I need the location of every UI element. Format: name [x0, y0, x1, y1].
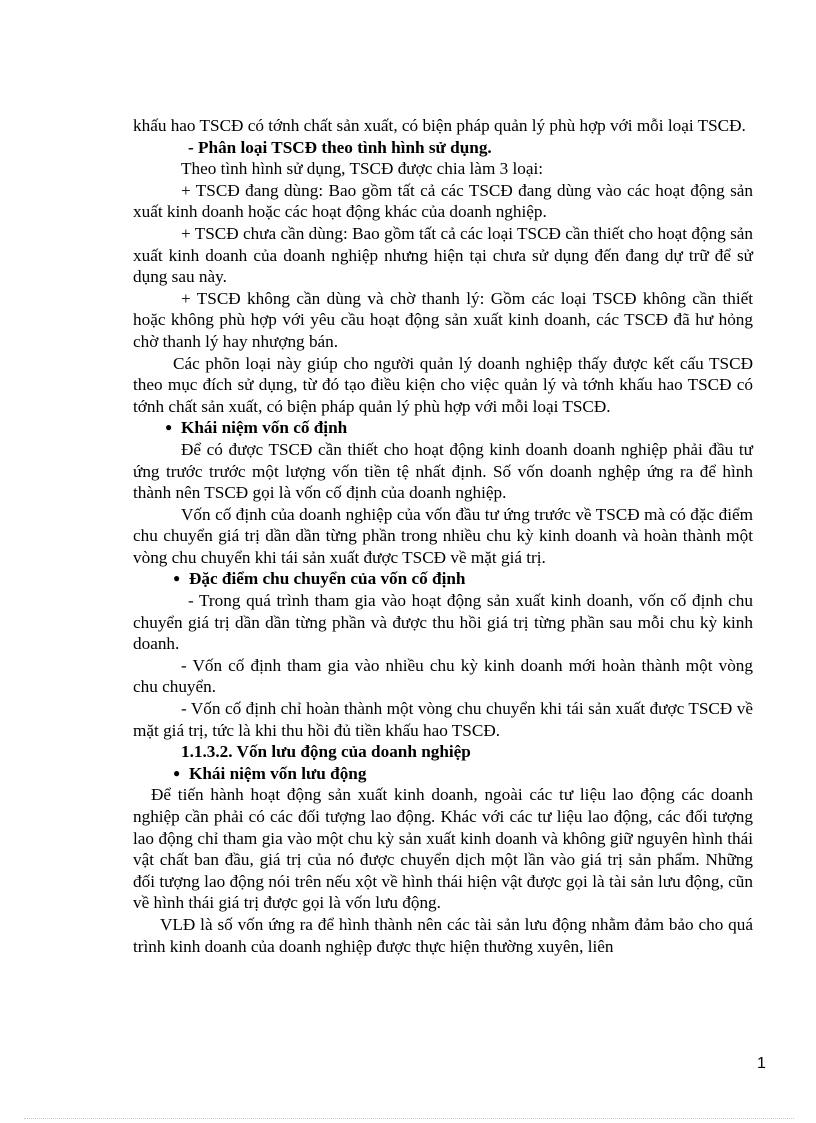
page-divider: [24, 1118, 794, 1119]
paragraph: Để có được TSCĐ cần thiết cho hoạt động kinh doanh doanh nghiệp phải đầu tư ứng trước trước một lượng vốn tiền tệ nhất định. Số vốn doanh nghệp ứng ra để hình thành nên TSCĐ gọi là vốn cố định của doanh nghiệp.: [133, 439, 753, 503]
bullet-icon: ●: [173, 571, 181, 586]
paragraph: Các phõn loại này giúp cho người quản lý doanh nghiệp thấy được kết cấu TSCĐ theo mục đích sử dụng, từ đó tạo điều kiện cho việc quản lý và tớnh khấu hao TSCĐ có tớnh chất sản xuất, có biện pháp quản lý phù hợp với mỗi loại TSCĐ.: [133, 353, 753, 416]
paragraph: + TSCĐ chưa cần dùng: Bao gồm tất cả các loại TSCĐ cần thiết cho hoạt động sản xuất kinh doanh của doanh nghiệp nhưng hiện tại chưa sử dụng đến đang dự trữ để sử dụng sau này.: [133, 223, 753, 287]
body-text: [133, 115, 753, 957]
paragraph: VLĐ là số vốn ứng ra để hình thành nên các tài sản lưu động nhằm đảm bảo cho quá trình kinh doanh của doanh nghiệp được thực hiện thường xuyên, liên: [133, 914, 753, 956]
paragraph: Vốn cố định của doanh nghiệp của vốn đầu tư ứng trước về TSCĐ mà có đặc điểm chu chuyển giá trị dần dần từng phần trong nhiều chu kỳ kinh doanh và hoàn thành một vòng chu chuyển khi tái sản xuất được TSCĐ về mặt giá trị.: [133, 504, 753, 567]
paragraph: - Trong quá trình tham gia vào hoạt động sản xuất kinh doanh, vốn cố định chu chuyển giá trị dần dần từng phần và được thu hồi giá trị từng phần sau mỗi chu kỳ kinh doanh.: [133, 591, 753, 654]
bullet-heading: ● Đặc điểm chu chuyển của vốn cố định: [173, 569, 466, 589]
paragraph: - Vốn cố định tham gia vào nhiều chu kỳ kinh doanh mới hoàn thành một vòng chu chuyển.: [133, 655, 753, 697]
paragraph: + TSCĐ không cần dùng và chờ thanh lý: Gồm các loại TSCĐ không cần thiết hoặc không phù hợp với yêu cầu hoạt động sản xuất kinh doanh, các TSCĐ đã hư hỏng chờ thanh lý hay nhượng bán.: [133, 288, 753, 351]
paragraph: + TSCĐ đang dùng: Bao gồm tất cả các TSCĐ đang dùng vào các hoạt động sản xuất kinh doanh hoặc các hoạt động khác của doanh nghiệp.: [133, 180, 753, 222]
bullet-icon: ●: [173, 765, 181, 780]
paragraph: Để tiến hành hoạt động sản xuất kinh doanh, ngoài các tư liệu lao động các doanh nghiệp cần phải có các đối tượng lao động. Khác với các tư liệu lao động, các đối tượng lao động chỉ tham gia vào một chu kỳ sản xuất kinh doanh và không giữ nguyên hình thái vật chất ban đầu, giá trị của nó được chuyển dịch một lần vào giá trị sản phẩm. Những đối tượng lao động nói trên nếu xột về hình thái hiện vật được gọi là tài sản lưu động, cũn về hình thái giá trị được gọi là vốn lưu động.: [133, 785, 753, 913]
bullet-icon: ●: [165, 420, 173, 435]
paragraph: Theo tình hình sử dụng, TSCĐ được chia làm 3 loại:: [181, 159, 544, 179]
bullet-heading: ● Khái niệm vốn lưu động: [173, 763, 367, 783]
paragraph: khấu hao TSCĐ có tớnh chất sản xuất, có biện pháp quản lý phù hợp với mỗi loại TSCĐ.: [133, 116, 746, 135]
bullet-heading: ● Khái niệm vốn cố định: [165, 418, 348, 438]
page-number: 1: [757, 1055, 766, 1072]
section-heading: - Phân loại TSCĐ theo tình hình sử dụng.: [188, 137, 492, 157]
section-heading: 1.1.3.2. Vốn lưu động của doanh nghiệp: [181, 742, 471, 762]
paragraph: - Vốn cố định chỉ hoàn thành một vòng chu chuyển khi tái sản xuất được TSCĐ về mặt giá trị, tức là khi thu hồi đủ tiền khấu hao TSCĐ.: [133, 699, 753, 740]
